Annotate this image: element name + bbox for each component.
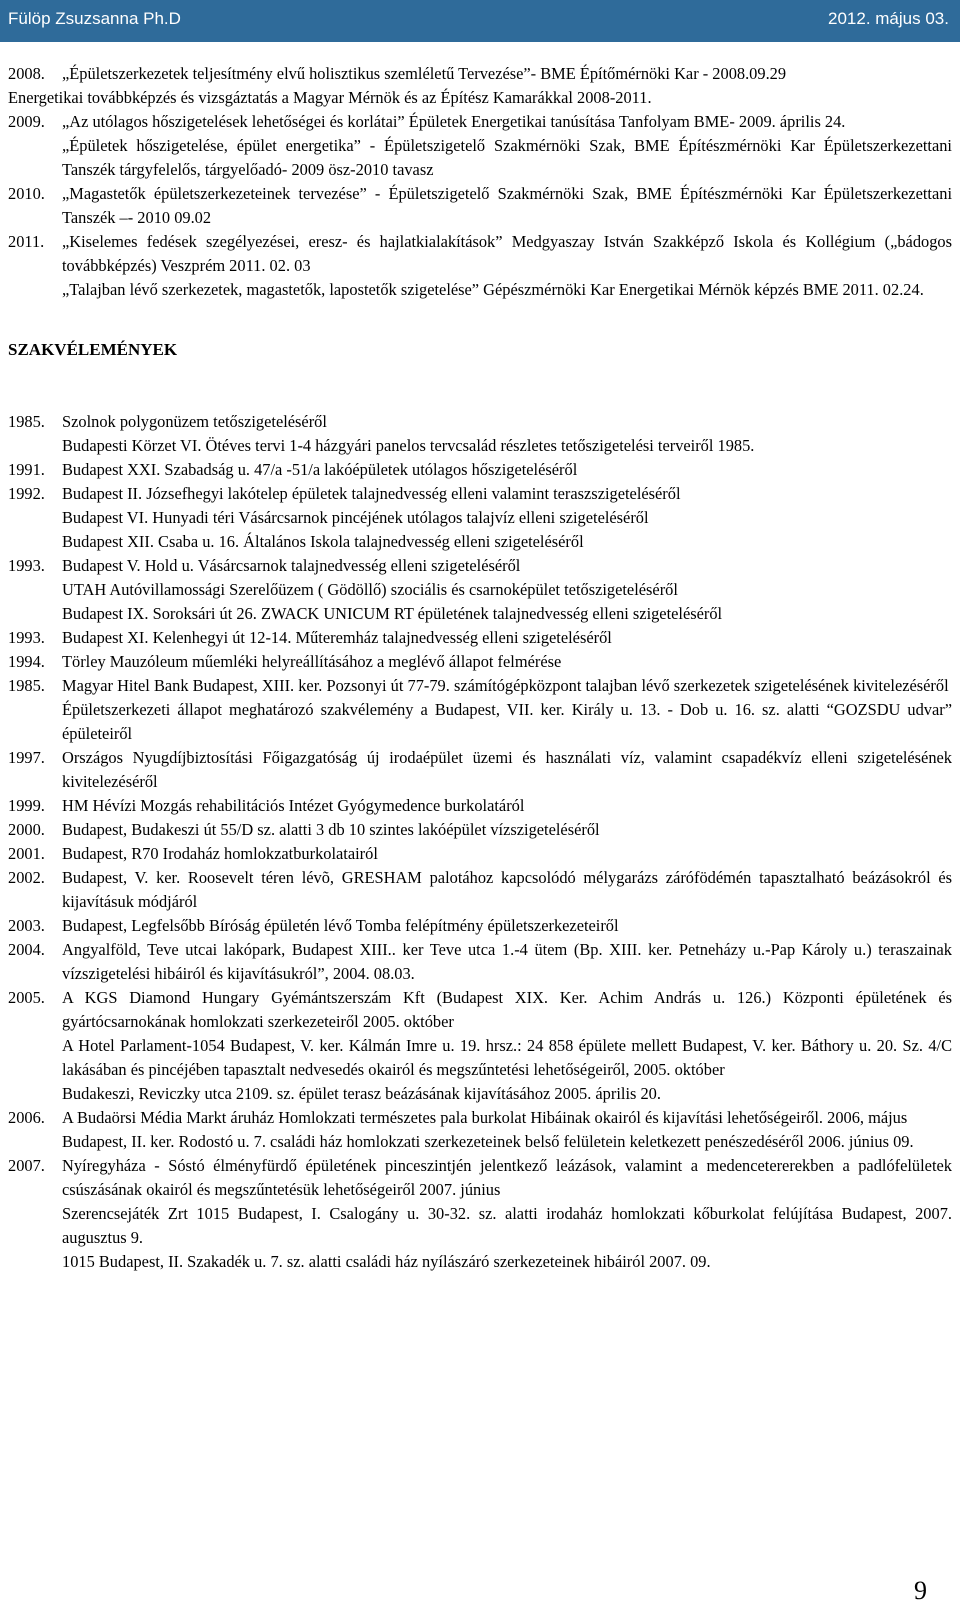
list-item (0, 818, 960, 842)
entry-text: „Épületek hőszigetelése, épület energetika” - Épületszigetelő Szakmérnöki Szak, BME Építészmérnöki Kar Épületszerkezettani Tanszék tárgyfelelős, tárgyelőadó- 2009 ösz-2010 tavasz (62, 136, 952, 179)
list-item (0, 914, 960, 938)
entry-year: 2008. (8, 64, 45, 83)
entry-text: Országos Nyugdíjbiztosítási Főigazgatóság új irodaépület üzemi és használati víz, valamint csapadékvíz elleni szigetelésének kivitelezéséről (62, 748, 952, 791)
entry-text: HM Hévízi Mozgás rehabilitációs Intézet Gyógymedence burkolatáról (62, 796, 525, 815)
entry-text: Budapest II. Józsefhegyi lakótelep épületek talajnedvesség elleni valamint teraszszigeteléséről (62, 484, 681, 503)
entry-text: Energetikai továbbképzés és vizsgáztatás a Magyar Mérnök és az Építész Kamarákkal 2008-2011. (8, 88, 652, 107)
entry-text: 1015 Budapest, II. Szakadék u. 7. sz. alatti családi ház nyílászáró szerkezeteinek hibáiról 2007. 09. (62, 1252, 711, 1271)
list-item (0, 458, 960, 482)
list-item (0, 410, 960, 458)
page-number: 9 (914, 1576, 927, 1605)
entry-text: Budapest XII. Csaba u. 16. Általános Iskola talajnedvesség elleni szigeteléséről (62, 532, 584, 551)
list-item (0, 938, 960, 986)
entry-text: Budapest IX. Soroksári út 26. ZWACK UNICUM RT épületének talajnedvesség elleni szigeteléséről (62, 604, 723, 623)
entry-text: „Az utólagos hőszigetelések lehetőségei és korlátai” Épületek Energetikai tanúsítása Tanfolyam BME- 2009. április 24. (62, 112, 846, 131)
entry-text: „Talajban lévő szerkezetek, magastetők, lapostetők szigetelése” Gépészmérnöki Kar Energetikai Mérnök képzés BME 2011. 02.24. (62, 280, 924, 299)
page-header (0, 0, 960, 42)
entry-text: Törley Mauzóleum műemléki helyreállításához a meglévő állapot felmérése (62, 652, 562, 671)
list-item (0, 650, 960, 674)
entry-year: 2009. (8, 112, 45, 131)
entry-text: Épületszerkezeti állapot meghatározó szakvélemény a Budapest, VII. ker. Király u. 13. - Dob u. 16. sz. alatti “GOZSDU udvar” épületeiről (62, 700, 952, 743)
entry-text: „Magastetők épületszerkezeteinek tervezése” - Épületszigetelő Szakmérnöki Szak, BME Építészmérnöki Kar Épületszerkezettani Tanszék –- 2010 09.02 (62, 184, 952, 227)
list-item (0, 746, 960, 794)
list-item (0, 674, 960, 746)
entry-year: 2005. (8, 988, 45, 1007)
entry-year: 2001. (8, 844, 45, 863)
entry-text: A Hotel Parlament-1054 Budapest, V. ker. Kálmán Imre u. 19. hrsz.: 24 858 épülete mellett Budapest, V. ker. Báthory u. 20. Sz. 4/C lakásában és pincéjében tapasztalt nedvesedés okairól és megszűntetési lehetőségeiről, 2005. október (62, 1036, 952, 1079)
header-date: 2012. május 03. (828, 9, 949, 28)
entry-text: „Épületszerkezetek teljesítmény elvű holisztikus szemléletű Tervezése”- BME Építőmérnöki Kar - 2008.09.29 (62, 64, 787, 83)
document-body (0, 62, 960, 1274)
entry-text: Budapest XXI. Szabadság u. 47/a -51/a lakóépületek utólagos hőszigeteléséről (62, 460, 578, 479)
list-item (0, 626, 960, 650)
entry-text: Budapest, V. ker. Roosevelt téren lévõ, GRESHAM palotához kapcsolódó mélygarázs zárófödémén tapasztalható beázásokról és kijavításuk módjáról (62, 868, 952, 911)
entry-year: 2000. (8, 820, 45, 839)
entry-text: Budakeszi, Reviczky utca 2109. sz. épület terasz beázásának kijavításához 2005. április 20. (62, 1084, 661, 1103)
entry-text: Budapest, Legfelsőbb Bíróság épületén lévő Tomba felépítmény épületszerkezeteiről (62, 916, 619, 935)
entry-text: Budapest, R70 Irodaház homlokzatburkolatairól (62, 844, 378, 863)
list-item (0, 1154, 960, 1274)
list-item (0, 182, 960, 230)
entry-text: „Kiselemes fedések szegélyezései, eresz- és hajlatkialakítások” Medgyaszay István Szakképző Iskola és Kollégium („bádogos továbbképzés) Veszprém 2011. 02. 03 (62, 232, 952, 275)
header-author: Fülöp Zsuzsanna Ph.D (8, 9, 181, 28)
list-item (0, 482, 960, 554)
entry-text: A KGS Diamond Hungary Gyémántszerszám Kft (Budapest XIX. Ker. Achim András u. 126.) Központi épületének és gyártócsarnokának homlokzati szerkezeteiről 2005. október (62, 988, 952, 1031)
entry-year: 2007. (8, 1156, 45, 1175)
entry-year: 2004. (8, 940, 45, 959)
list-item (0, 794, 960, 818)
list-item (0, 866, 960, 914)
section-title: SZAKVÉLEMÉNYEK (8, 340, 178, 359)
lectures-list (0, 62, 960, 302)
entry-year: 1985. (8, 676, 45, 695)
entry-year: 1999. (8, 796, 45, 815)
list-item (0, 230, 960, 302)
entry-year: 1985. (8, 412, 45, 431)
entry-text: Budapest, II. ker. Rodostó u. 7. családi ház homlokzati szerkezeteinek belső felületein keletkezett penészedéséről 2006. június 09. (62, 1132, 914, 1151)
entry-year: 1992. (8, 484, 45, 503)
opinions-list (0, 410, 960, 1274)
list-item (0, 554, 960, 626)
entry-year: 2011. (8, 232, 45, 251)
list-item (0, 86, 960, 110)
entry-text: Budapest XI. Kelenhegyi út 12-14. Műteremház talajnedvesség elleni szigeteléséről (62, 628, 612, 647)
entry-text: Budapesti Körzet VI. Ötéves tervi 1-4 házgyári panelos tervcsalád részletes tetőszigetelési terveiről 1985. (62, 436, 755, 455)
entry-year: 1991. (8, 460, 45, 479)
entry-year: 2010. (8, 184, 45, 203)
entry-text: UTAH Autóvillamossági Szerelőüzem ( Gödöllő) szociális és csarnoképület tetőszigeteléséről (62, 580, 678, 599)
entry-year: 1993. (8, 628, 45, 647)
list-item (0, 986, 960, 1106)
entry-text: Szerencsejáték Zrt 1015 Budapest, I. Csalogány u. 30-32. sz. alatti irodaház homlokzati kőburkolat felújítása Budapest, 2007. augusztus 9. (62, 1204, 952, 1247)
list-item (0, 110, 960, 182)
entry-year: 1993. (8, 556, 45, 575)
entry-year: 2002. (8, 868, 45, 887)
entry-text: Budapest, Budakeszi út 55/D sz. alatti 3 db 10 szintes lakóépület vízszigeteléséről (62, 820, 600, 839)
list-item (0, 62, 960, 86)
entry-text: Szolnok polygonüzem tetőszigeteléséről (62, 412, 327, 431)
list-item (0, 842, 960, 866)
entry-year: 2003. (8, 916, 45, 935)
entry-text: Magyar Hitel Bank Budapest, XIII. ker. Pozsonyi út 77-79. számítógépközpont talajban lévő szerkezetek szigetelésének kivitelezéséről (62, 676, 949, 695)
entry-text: Budapest V. Hold u. Vásárcsarnok talajnedvesség elleni szigeteléséről (62, 556, 521, 575)
entry-year: 1997. (8, 748, 45, 767)
entry-year: 1994. (8, 652, 45, 671)
entry-year: 2006. (8, 1108, 45, 1127)
list-item (0, 1106, 960, 1154)
entry-text: A Budaörsi Média Markt áruház Homlokzati természetes pala burkolat Hibáinak okairól és kijavítási lehetőségeiről. 2006, május (62, 1108, 908, 1127)
entry-text: Budapest VI. Hunyadi téri Vásárcsarnok pincéjének utólagos talajvíz elleni szigeteléséről (62, 508, 649, 527)
entry-text: Nyíregyháza - Sóstó élményfürdő épületének pinceszintjén jelentkező leázások, valamint a medencetererekben a padlófelületek csúszásának okairól és megszűntetésük lehetőségeiről 2007. június (62, 1156, 952, 1199)
entry-text: Angyalföld, Teve utcai lakópark, Budapest XIII.. ker Teve utca 1.-4 ütem (Bp. XIII. ker. Petneházy u.-Pap Károly u.) teraszainak vízszigetelési hibáiról és kijavításukról”, 2004. 08.03. (62, 940, 952, 983)
